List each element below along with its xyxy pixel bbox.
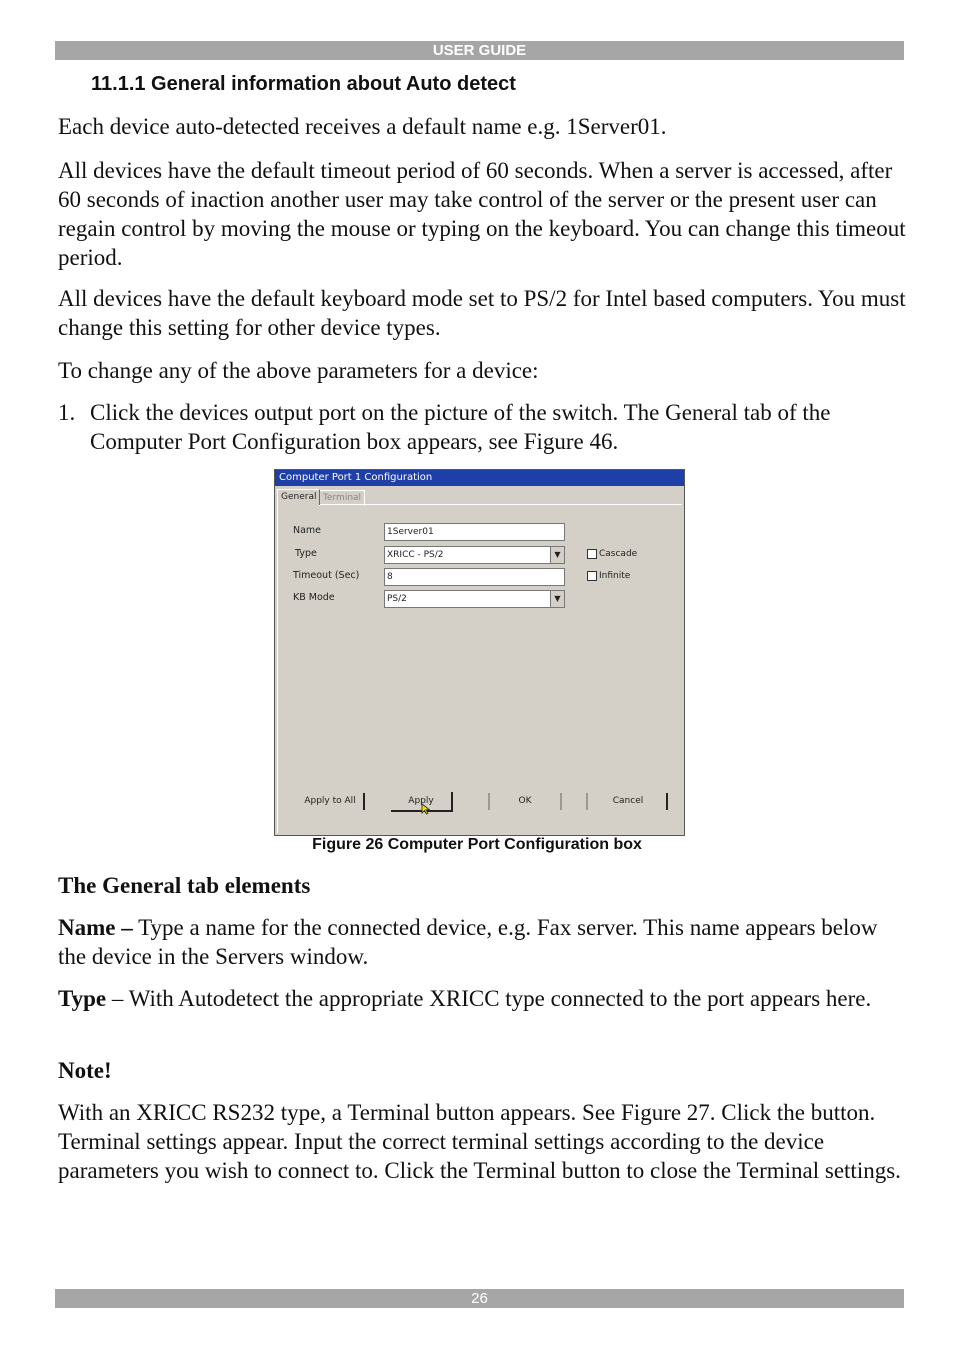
infinite-label: Infinite [599, 571, 631, 581]
type-dropdown-value: XRICC - PS/2 [387, 550, 444, 560]
cancel-button[interactable]: Cancel [612, 796, 644, 806]
cursor-icon [421, 803, 431, 815]
timeout-field[interactable] [384, 568, 565, 586]
name-label: Name [293, 525, 322, 536]
type-desc-text: – With Autodetect the appropriate XRICC type connected to the port appears here. [106, 986, 872, 1011]
header-label: USER GUIDE [432, 42, 527, 59]
kb-mode-label: KB Mode [293, 592, 335, 603]
cascade-checkbox[interactable] [587, 548, 637, 560]
apply-label: Apply [408, 796, 434, 806]
tab-terminal[interactable]: Terminal [319, 490, 365, 506]
list-item-number: 1. [58, 400, 76, 425]
type-term: Type [58, 986, 107, 1011]
paragraph-default-name: Each device auto-detected receives a default name e.g. 1Server01. [58, 114, 667, 139]
timeout-label: Timeout (Sec) [293, 570, 360, 581]
name-term: Name – [58, 915, 133, 940]
paragraph-change-params: To change any of the above parameters for a device: [58, 358, 539, 383]
note-text: With an XRICC RS232 type, a Terminal button appears. See Figure 27. Click the button. Terminal settings appear. Input the correct terminal settings according to the device parameters you wish to connect to. Click the Terminal button to close the Terminal settings. [58, 1100, 901, 1183]
type-dropdown[interactable] [384, 546, 565, 564]
kb-mode-dropdown-value: PS/2 [387, 594, 407, 604]
page-number: 26 [471, 1290, 488, 1307]
checkbox-icon [587, 571, 597, 581]
chevron-down-icon[interactable]: ▼ [550, 547, 564, 563]
paragraph-timeout: All devices have the default timeout period of 60 seconds. When a server is accessed, after 60 seconds of inaction another user may take control of the server or the present user can regain control by moving the mouse or typing on the keyboard. You can change this timeout period. [58, 158, 906, 270]
name-description [58, 913, 908, 971]
type-description [58, 984, 908, 1013]
button-divider [666, 793, 668, 810]
button-divider [586, 793, 588, 810]
paragraph-keyboard-mode: All devices have the default keyboard mode set to PS/2 for Intel based computers. You must change this setting for other device types. [58, 286, 906, 340]
name-field-value: 1Server01 [387, 527, 434, 537]
infinite-checkbox[interactable] [587, 570, 630, 582]
figure-caption: Figure 26 Computer Port Configuration box [312, 836, 642, 853]
type-label: Type [295, 548, 317, 559]
computer-port-config-dialog [274, 469, 685, 836]
general-tab-heading: The General tab elements [58, 873, 311, 898]
dialog-titlebar: Computer Port 1 Configuration [275, 470, 684, 486]
button-divider [560, 793, 562, 810]
name-desc-text: Type a name for the connected device, e.g. Fax server. This name appears below the device in the Servers window. [58, 915, 878, 969]
list-item-text: Click the devices output port on the picture of the switch. The General tab of the Computer Port Configuration box appears, see Figure 46. [90, 400, 831, 454]
apply-to-all-button[interactable]: Apply to All [304, 796, 356, 806]
name-field[interactable] [384, 523, 565, 541]
timeout-field-value: 8 [387, 572, 393, 582]
button-divider [488, 793, 490, 810]
cascade-label: Cascade [599, 549, 638, 559]
kb-mode-dropdown[interactable] [384, 590, 565, 608]
footer-bar [55, 1289, 904, 1308]
section-heading: 11.1.1 General information about Auto detect [91, 73, 516, 95]
button-divider [363, 793, 365, 810]
note-heading: Note! [58, 1058, 112, 1083]
chevron-down-icon[interactable]: ▼ [550, 591, 564, 607]
checkbox-icon [587, 549, 597, 559]
tab-general[interactable]: General [277, 489, 320, 505]
ok-button[interactable]: OK [518, 796, 532, 806]
header-bar [55, 41, 904, 60]
